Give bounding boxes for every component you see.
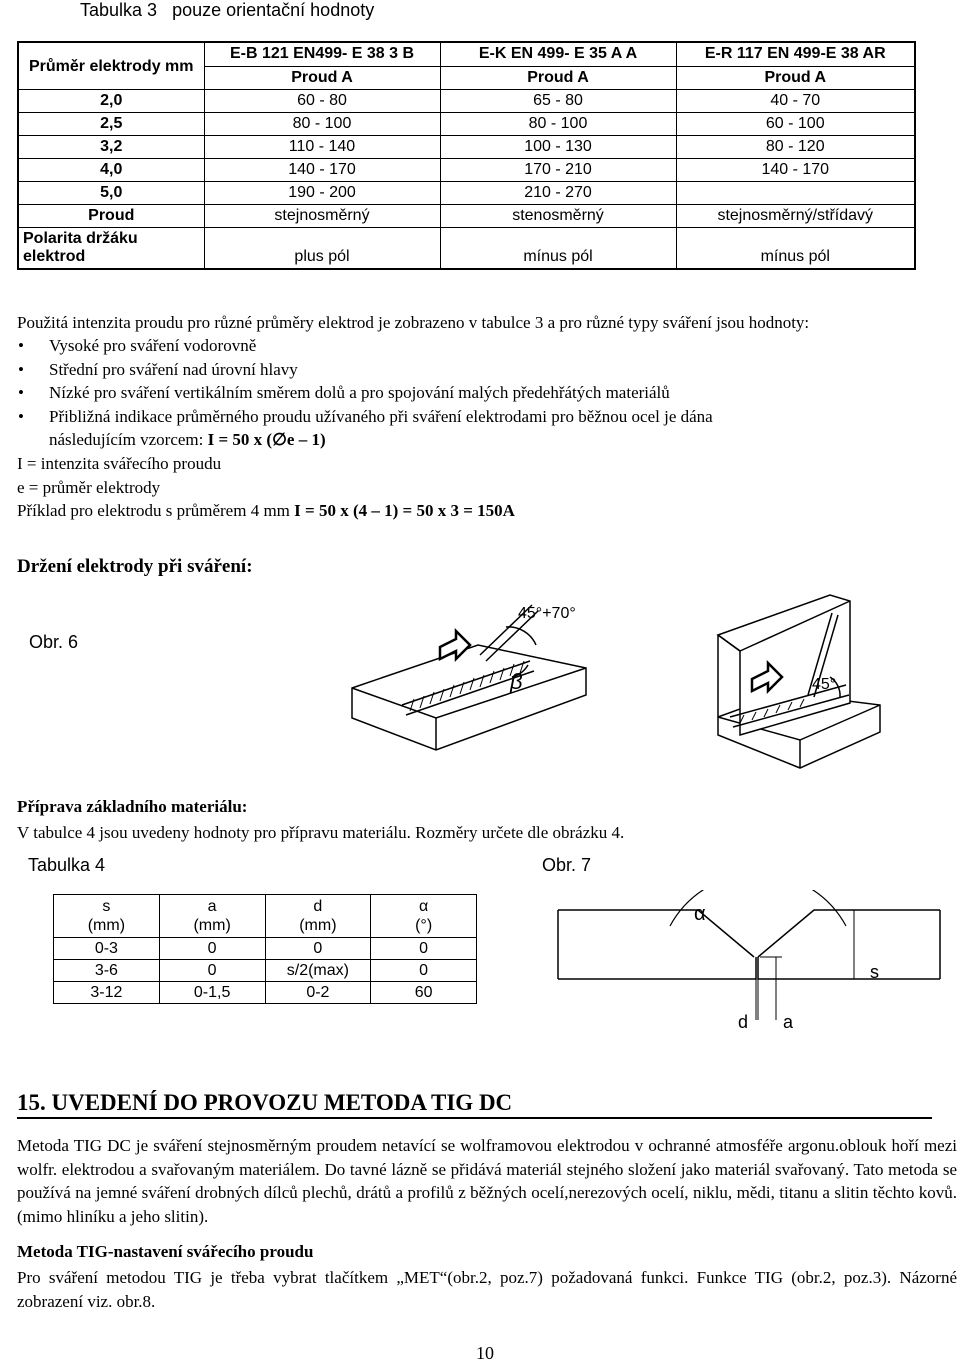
figure6-angle2: 45° <box>812 676 837 693</box>
subsection-heading-tig: Metoda TIG-nastavení svářecího proudu <box>17 1242 314 1261</box>
table4-header-symbol: α <box>419 898 429 915</box>
table3-cell: 60 - 80 <box>204 90 440 113</box>
table4-cell: 0-3 <box>54 938 160 960</box>
table3-cell: stejnosměrný/střídavý <box>676 205 915 228</box>
table-row <box>18 159 915 182</box>
figure6-beta: β <box>510 669 523 694</box>
formula-explanation <box>17 452 515 523</box>
figure7-s: s <box>870 962 879 982</box>
bullet-text: Nízké pro sváření vertikálním směrem dolů a pro spojování malých předehřátých materiálů <box>49 383 670 402</box>
bullet-icon: • <box>18 383 24 402</box>
table3-polarita-label: Polarita držáku elektrod <box>18 228 204 270</box>
table4-cell: 0-2 <box>265 982 371 1004</box>
table4-header-unit: (°) <box>415 917 433 934</box>
table-row <box>18 42 915 66</box>
table3-cell: 110 - 140 <box>204 136 440 159</box>
table-row <box>18 136 915 159</box>
bullet-icon: • <box>18 336 24 355</box>
figure6-label: Obr. 6 <box>29 632 79 652</box>
table-row <box>18 228 915 270</box>
tig-settings-text: Pro sváření metodou TIG je třeba vybrat tlačítkem „MET“(obr.2, poz.7) požadovaná funkci. Funkce TIG (obr.2, poz.3). Názorné zobrazení viz. obr.8. <box>17 1268 957 1311</box>
figure7-alpha: α <box>694 903 706 925</box>
table4-cell: 0 <box>159 938 265 960</box>
table4-header-unit: (mm) <box>193 917 231 934</box>
table4-cell: 0 <box>371 938 477 960</box>
table3-proud-label: Proud <box>18 205 204 228</box>
tig-description: Metoda TIG DC je sváření stejnosměrným proudem netavící se wolframovou elektrodou v ochranné atmosféře argonu.oblouk hoří mezi wolfr. elektrodou a svařovaným materiálem. Do tavné lázně se přidává materiál stejného složení jako materiál svařovaný. Tato metoda se používá na jemné sváření drobných dílců plechů, drátů a profilů z běžných ocelí,nerezových ocelí, niklu, mědi, titanu a slitin těchto kovů.(mimo hliníku a jeho slitin). <box>17 1136 957 1226</box>
bullet-text: Vysoké pro sváření vodorovně <box>49 336 257 355</box>
figure7-label: Obr. 7 <box>542 855 592 875</box>
list-item <box>17 381 937 405</box>
bullet-icon: • <box>18 406 24 426</box>
section-heading-priprava: Příprava základního materiálu: <box>17 797 248 816</box>
table3-cell: 100 - 130 <box>440 136 676 159</box>
table3-cell: mínus pól <box>676 228 915 270</box>
table3-col-header: E-K EN 499- E 35 A A <box>440 42 676 66</box>
table3-unit: Proud A <box>204 66 440 90</box>
intro-text: Použitá intenzita proudu pro různé průměry elektrod je zobrazeno v tabulce 3 a pro různé typy sváření jsou hodnoty: <box>17 313 810 332</box>
section-heading-drzeni: Držení elektrody při sváření: <box>17 556 253 577</box>
table3-diameter: 2,5 <box>18 113 204 136</box>
bullet-icon: • <box>18 359 24 379</box>
list-item <box>17 405 937 452</box>
list-item <box>17 358 937 382</box>
example-formula: I = 50 x (4 – 1) = 50 x 3 = 150A <box>294 501 515 520</box>
table4-header-unit: (mm) <box>87 917 126 934</box>
table-row <box>18 90 915 113</box>
table3-diameter: 3,2 <box>18 136 204 159</box>
table3-cell: 80 - 100 <box>204 113 440 136</box>
bullet-text: následujícím vzorcem: <box>49 430 204 449</box>
bullet-list <box>17 334 937 452</box>
table3 <box>17 41 916 270</box>
table3-cell: 80 - 100 <box>440 113 676 136</box>
formula-line <box>17 499 515 523</box>
table4-header-symbol: d <box>313 898 323 915</box>
table4-caption: Tabulka 4 <box>28 855 106 875</box>
formula-line: e = průměr elektrody <box>17 477 161 497</box>
figure7-d: d <box>738 1012 749 1032</box>
formula-line: I = intenzita svářecího proudu <box>17 454 222 473</box>
table3-cell: 40 - 70 <box>676 90 915 113</box>
table3-caption <box>80 0 374 21</box>
table-row <box>18 205 915 228</box>
table3-diameter: 5,0 <box>18 182 204 205</box>
table-row <box>18 182 915 205</box>
table-row <box>18 113 915 136</box>
table4-header-symbol: s <box>102 898 111 915</box>
table4-header-symbol: a <box>207 898 217 915</box>
table4-cell: 0-1,5 <box>159 982 265 1004</box>
table4-cell: 60 <box>371 982 477 1004</box>
table3-cell: stejnosměrný <box>204 205 440 228</box>
figure7-diagram <box>0 890 960 1050</box>
table3-cell: mínus pól <box>440 228 676 270</box>
table3-cell <box>676 182 915 205</box>
table4-cell: 0 <box>159 960 265 982</box>
table3-diameter: 4,0 <box>18 159 204 182</box>
table3-col0-header: Průměr elektrody mm <box>18 42 204 90</box>
page-number: 10 <box>476 1343 494 1363</box>
table4-cell: s/2(max) <box>265 960 371 982</box>
table3-cell: 140 - 170 <box>204 159 440 182</box>
table3-cell: 65 - 80 <box>440 90 676 113</box>
bullet-text: Střední pro sváření nad úrovní hlavy <box>49 359 298 379</box>
section-divider <box>17 1117 932 1119</box>
table4-cell: 0 <box>265 938 371 960</box>
table3-caption-note: pouze orientační hodnoty <box>172 0 375 20</box>
section-title-15: 15. UVEDENÍ DO PROVOZU METODA TIG DC <box>17 1090 513 1115</box>
figure6-angle1: 45°+70° <box>518 605 576 622</box>
example-text: Příklad pro elektrodu s průměrem 4 mm <box>17 501 290 520</box>
table4-header-unit: (mm) <box>299 917 337 934</box>
formula: I = 50 x (∅e – 1) <box>207 430 326 449</box>
table3-unit: Proud A <box>440 66 676 90</box>
table4-cell: 3-12 <box>54 982 160 1004</box>
table4-cell: 0 <box>371 960 477 982</box>
figure7-a: a <box>783 1012 794 1032</box>
table3-cell: stenosměrný <box>440 205 676 228</box>
figure6-diagram <box>0 585 960 785</box>
table3-cell: 210 - 270 <box>440 182 676 205</box>
table3-col-header: E-B 121 EN499- E 38 3 B <box>204 42 440 66</box>
table3-unit: Proud A <box>676 66 915 90</box>
table3-caption-label: Tabulka 3 <box>80 0 158 20</box>
table3-col-header: E-R 117 EN 499-E 38 AR <box>676 42 915 66</box>
table3-cell: 170 - 210 <box>440 159 676 182</box>
table3-diameter: 2,0 <box>18 90 204 113</box>
table3-cell: 190 - 200 <box>204 182 440 205</box>
table3-cell: 140 - 170 <box>676 159 915 182</box>
list-item <box>17 334 937 358</box>
table3-cell: plus pól <box>204 228 440 270</box>
bullet-text: Přibližná indikace průměrného proudu užívaného při sváření elektrodami pro běžnou ocel je dána <box>49 406 713 426</box>
table3-cell: 80 - 120 <box>676 136 915 159</box>
table4-cell: 3-6 <box>54 960 160 982</box>
priprava-text: V tabulce 4 jsou uvedeny hodnoty pro přípravu materiálu. Rozměry určete dle obrázku 4. <box>17 823 625 842</box>
table3-cell: 60 - 100 <box>676 113 915 136</box>
